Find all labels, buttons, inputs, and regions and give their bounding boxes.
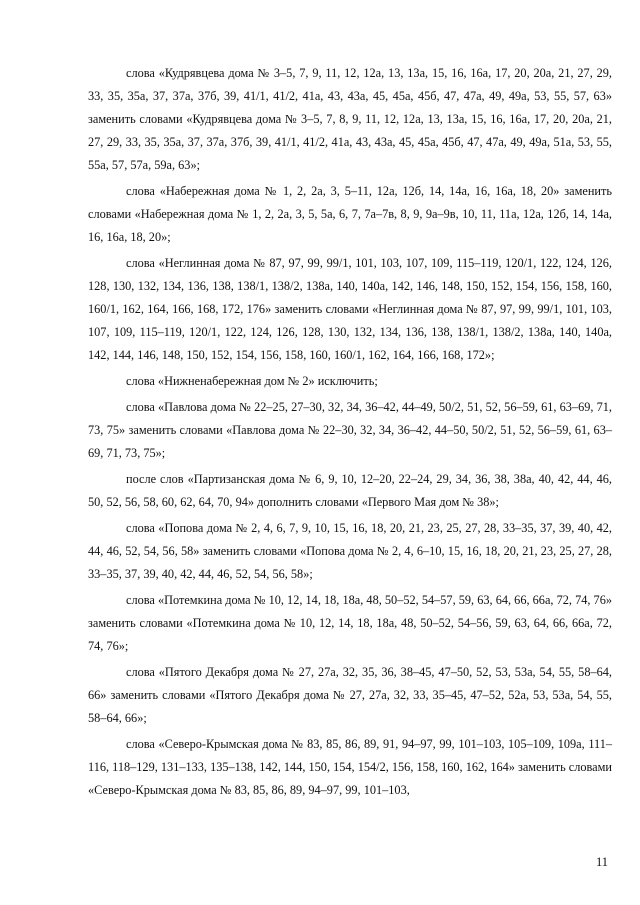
document-body [88, 62, 612, 802]
paragraph-popova: слова «Попова дома № 2, 4, 6, 7, 9, 10, 15, 16, 18, 20, 21, 23, 25, 27, 28, 33–35, 37, 39, 40, 42, 44, 46, 52, 54, 56, 58» заменить словами «Попова дома № 2, 4, 6–10, 15, 16, 18, 20, 21, 23, 25, 27, 28, 33–35, 37, 39, 40, 42, 44, 46, 52, 54, 56, 58»; [88, 521, 612, 581]
paragraph-pavlova: слова «Павлова дома № 22–25, 27–30, 32, 34, 36–42, 44–49, 50/2, 51, 52, 56–59, 61, 63–69, 71, 73, 75» заменить словами «Павлова дома № 22–30, 32, 34, 36–42, 44–50, 50/2, 51, 52, 56–59, 61, 63–69, 71, 73, 75»; [88, 400, 612, 460]
paragraph-potemkina: слова «Потемкина дома № 10, 12, 14, 18, 18а, 48, 50–52, 54–57, 59, 63, 64, 66, 66а, 72, 74, 76» заменить словами «Потемкина дома № 10, 12, 14, 18, 18а, 48, 50–52, 54–56, 59, 63, 64, 66, 66а, 72, 74, 76»; [88, 593, 612, 653]
paragraph-pyatogo-dekabrya: слова «Пятого Декабря дома № 27, 27а, 32, 35, 36, 38–45, 47–50, 52, 53, 53а, 54, 55, 58–64, 66» заменить словами «Пятого Декабря дома № 27, 27а, 32, 33, 35–45, 47–52, 52а, 53, 53а, 54, 55, 58–64, 66»; [88, 665, 612, 725]
paragraph-partizanskaya: после слов «Партизанская дома № 6, 9, 10, 12–20, 22–24, 29, 34, 36, 38, 38а, 40, 42, 44, 46, 50, 52, 56, 58, 60, 62, 64, 70, 94» дополнить словами «Первого Мая дом № 38»; [88, 472, 612, 509]
paragraph-severo-krymskaya: слова «Северо-Крымская дома № 83, 85, 86, 89, 91, 94–97, 99, 101–103, 105–109, 109а, 111–116, 118–129, 131–133, 135–138, 142, 144, 150, 154, 154/2, 156, 158, 160, 162, 164» заменить словами «Северо-Крымская дома № 83, 85, 86, 89, 94–97, 99, 101–103, [88, 737, 612, 797]
page-number: 11 [595, 855, 608, 869]
paragraph-naberezhnaya: слова «Набережная дома № 1, 2, 2а, 3, 5–11, 12а, 12б, 14, 14а, 16, 16а, 18, 20» заменить словами «Набережная дома № 1, 2, 2а, 3, 5, 5а, 6, 7, 7а–7в, 8, 9, 9а–9в, 10, 11, 11а, 12а, 12б, 14, 14а, 16, 16а, 18, 20»; [88, 184, 612, 244]
paragraph-nizhnenaberezhnaya: слова «Нижненабережная дом № 2» исключить; [126, 374, 378, 388]
paragraph-neglinnaya: слова «Неглинная дома № 87, 97, 99, 99/1, 101, 103, 107, 109, 115–119, 120/1, 122, 124, 126, 128, 130, 132, 134, 136, 138, 138/1, 138/2, 138а, 140, 140а, 142, 146, 148, 150, 152, 154, 156, 158, 160, 160/1, 162, 164, 166, 168, 172, 176» заменить словами «Неглинная дома № 87, 97, 99, 99/1, 101, 103, 107, 109, 115–119, 120/1, 122, 124, 126, 128, 130, 132, 134, 136, 138, 138/1, 138/2, 138а, 140, 140а, 142, 144, 146, 148, 150, 152, 154, 156, 158, 160, 160/1, 162, 164, 166, 168, 172»; [88, 256, 612, 362]
paragraph-kudryavtseva: слова «Кудрявцева дома № 3–5, 7, 9, 11, 12, 12а, 13, 13а, 15, 16, 16а, 17, 20, 20а, 21, 27, 29, 33, 35, 35а, 37, 37а, 37б, 39, 41/1, 41/2, 41а, 43, 43а, 45, 45а, 45б, 47, 47а, 49, 49а, 53, 55, 57, 63» заменить словами «Кудрявцева дома № 3–5, 7, 8, 9, 11, 12, 12а, 13, 13а, 15, 16, 16а, 17, 20, 20а, 21, 27, 29, 33, 35, 35а, 37, 37а, 37б, 39, 41/1, 41/2, 41а, 43, 43а, 45, 45а, 45б, 47, 47а, 49, 49а, 51а, 53, 55, 55а, 57, 57а, 59а, 63»; [88, 66, 612, 172]
